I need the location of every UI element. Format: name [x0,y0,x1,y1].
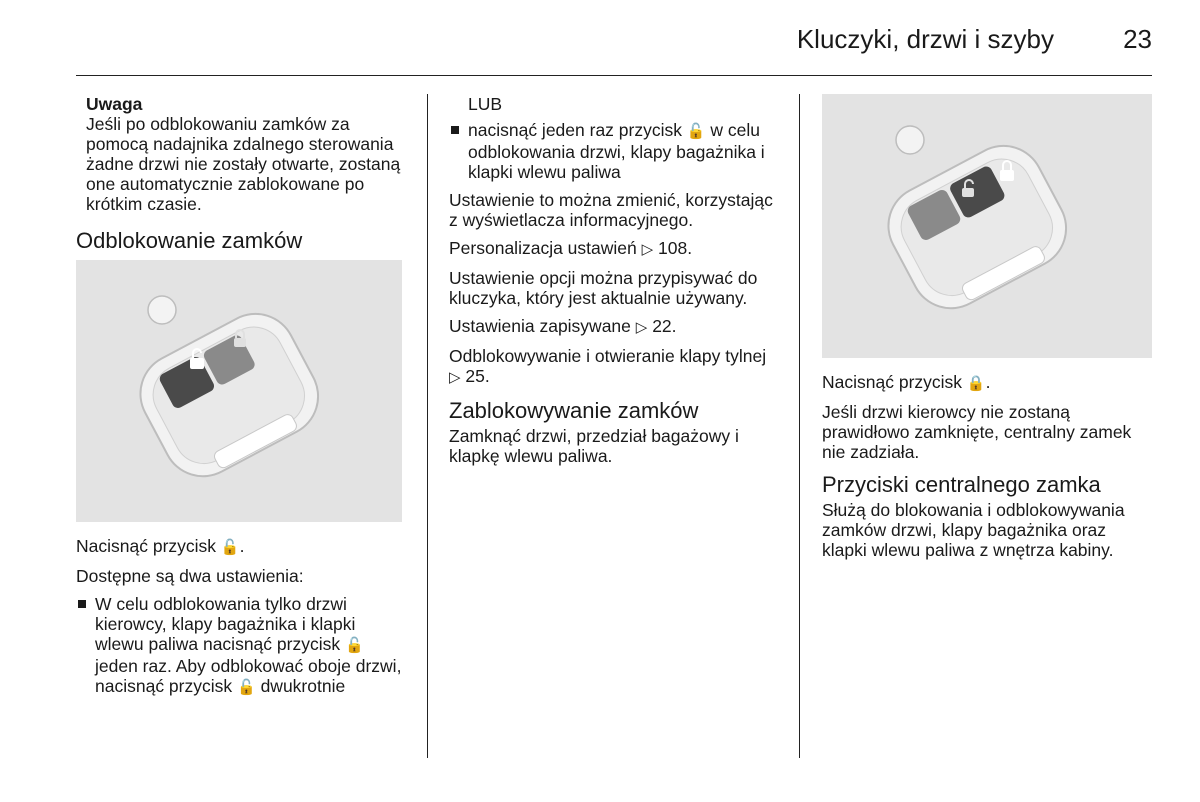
key-fob-lock-figure [822,94,1152,358]
column-divider-2 [799,94,800,758]
unlock-icon: 🔓 [686,123,706,140]
key-fob-illustration [822,94,1152,358]
personalization-link[interactable]: Personalizacja ustawień ▷ 108. [449,238,693,258]
key-fob-unlock-figure [76,260,402,522]
list-item: nacisnąć jeden raz przycisk 🔓 w celu odblokowania drzwi, klapy bagażnika i klapki wlewu paliwa [449,120,782,182]
press-lock-text: Nacisnąć przycisk 🔒. [822,372,991,392]
heading-locking: Zablokowywanie zamków [449,398,699,423]
driver-door-text: Jeśli drzwi kierowcy nie zostaną prawidłowo zamknięte, centralny zamek nie zadziała. [822,402,1132,462]
press-unlock-text: Nacisnąć przycisk 🔓. [76,536,245,556]
note-box [86,94,406,214]
heading-central-lock-buttons: Przyciski centralnego zamka [822,472,1101,497]
lock-icon: 🔒 [966,375,986,392]
column-2 [449,94,782,474]
options-text: Dostępne są dwa ustawienia: [76,566,304,586]
reference-arrow-icon: ▷ [635,319,648,336]
reference-arrow-icon: ▷ [641,241,654,258]
tailgate-link[interactable]: Odblokowywanie i otwieranie klapy tylnej ▷ 25. [449,346,767,386]
key-fob-illustration [76,260,402,522]
list-item: W celu odblokowania tylko drzwi kierowcy, klapy bagażnika i klapki wlewu paliwa nacisnąć przycisk 🔓 jeden raz. Aby odblokować oboje drzwi, nacisnąć przycisk 🔓 dwukrotnie [76,594,406,698]
note-text: Jeśli po odblokowaniu zamków za pomocą nadajnika zdalnego sterowania żadne drzwi nie zostały otwarte, zostaną one automatycznie zablokowane po krótkim czasie. [86,114,401,214]
page-number: 23 [1123,24,1152,54]
header-title: Kluczyki, drzwi i szyby [796,24,1054,54]
change-setting-text: Ustawienie to można zmienić, korzystając z wyświetlacza informacyjnego. [449,190,773,230]
column-divider-1 [427,94,428,758]
note-title: Uwaga [86,94,143,114]
unlock-icon: 🔓 [220,539,240,556]
lock-text: Zamknąć drzwi, przedział bagażowy i klapkę wlewu paliwa. [449,426,739,466]
unlock-icon: 🔓 [237,679,256,696]
reference-arrow-icon: ▷ [449,369,461,386]
saved-settings-link[interactable]: Ustawienia zapisywane ▷ 22. [449,316,677,336]
column-3 [822,94,1152,568]
or-separator: LUB [468,94,503,114]
header-divider [76,75,1152,76]
assign-setting-text: Ustawienie opcji można przypisywać do kluczyka, który jest aktualnie używany. [449,268,758,308]
central-lock-text: Służą do blokowania i odblokowywania zamków drzwi, klapy bagażnika oraz klapki wlewu paliwa z wnętrza kabiny. [822,500,1125,560]
heading-unlocking: Odblokowanie zamków [76,228,303,253]
column-1 [76,94,406,706]
unlock-icon: 🔓 [344,637,364,654]
